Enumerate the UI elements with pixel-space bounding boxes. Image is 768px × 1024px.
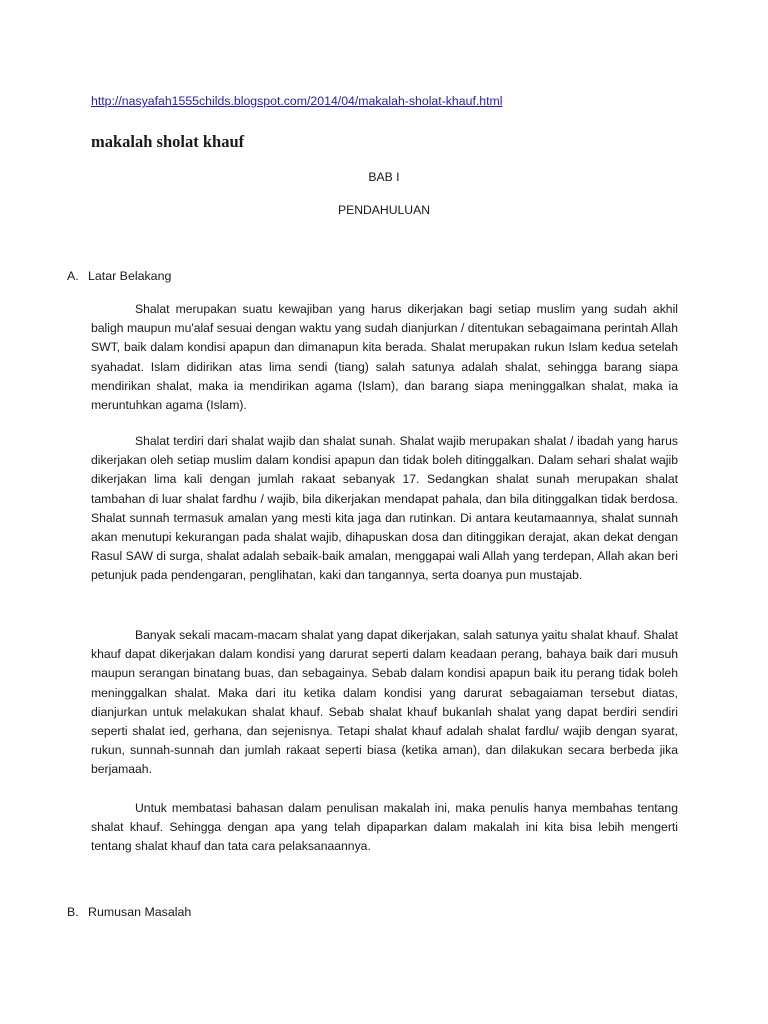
section-letter: A. [67, 269, 79, 283]
section-letter: B. [67, 905, 79, 919]
document-title: makalah sholat khauf [91, 132, 245, 151]
chapter-title: PENDAHULUAN [337, 203, 431, 217]
paragraph: Shalat merupakan suatu kewajiban yang harus dikerjakan bagi setiap muslim yang sudah akhil baligh maupun mu'alaf sesuai dengan waktu yang sudah dianjurkan / ditentukan sebagaimana perintah Allah SWT, baik dalam kondisi apapun dan dimanapun kita berada. Shalat merupakan rukun Islam kedua setelah syahadat. Islam didirikan atas lima sendi (tiang) salah satunya adalah shalat, sehingga barang siapa mendirikan shalat, maka ia mendirikan agama (Islam), dan barang siapa meninggalkan shalat, maka ia meruntuhkan agama (Islam). [91, 302, 678, 413]
source-url-link[interactable]: http://nasyafah1555childs.blogspot.com/2014/04/makalah-sholat-khauf.html [91, 94, 503, 108]
section-heading-latar-belakang [67, 269, 171, 283]
section-heading-rumusan-masalah [67, 905, 191, 919]
paragraph: Shalat terdiri dari shalat wajib dan shalat sunah. Shalat wajib merupakan shalat / ibadah yang harus dikerjakan oleh setiap muslim dalam kondisi apapun dan tidak boleh ditinggalkan. Dalam sehari shalat wajib dikerjakan lima kali dengan jumlah rakaat sebanyak 17. Sedangkan shalat sunah merupakan shalat tambahan di luar shalat fardhu / wajib, bila dikerjakan mendapat pahala, dan bila ditinggalkan tidak berdosa. Shalat sunnah termasuk amalan yang mesti kita jaga dan rutinkan. Di antara keutamaannya, shalat sunnah akan menutupi kekurangan pada shalat wajib, dihapuskan dosa dan ditinggikan derajat, akan dekat dengan Rasul SAW di surga, shalat adalah sebaik-baik amalan, menggapai wali Allah yang terdepan, Allah akan beri petunjuk pada pendengaran, penglihatan, kaki dan tangannya, serta doanya pun mustajab. [91, 434, 678, 583]
chapter-label: BAB I [368, 170, 400, 184]
paragraph: Untuk membatasi bahasan dalam penulisan makalah ini, maka penulis hanya membahas tentang shalat khauf. Sehingga dengan apa yang telah dipaparkan dalam makalah ini kita bisa lebih mengerti tentang shalat khauf dan tata cara pelaksanaannya. [91, 801, 678, 854]
section-heading-text: Latar Belakang [88, 269, 172, 283]
paragraph: Banyak sekali macam-macam shalat yang dapat dikerjakan, salah satunya yaitu shalat khauf. Shalat khauf dapat dikerjakan dalam kondisi yang darurat seperti dalam keadaan perang, bahaya baik dari musuh maupun serangan binatang buas, dan sebagainya. Sebab dalam kondisi apapun baik itu perang tidak boleh meninggalkan shalat. Maka dari itu ketika dalam kondisi yang darurat sebagaiaman tersebut diatas, dianjurkan untuk melakukan shalat khauf. Sebab shalat khauf bukanlah shalat yang dapat berdiri sendiri seperti shalat ied, gerhana, dan sejenisnya. Tetapi shalat khauf adalah shalat fardlu/ wajib dengan syarat, rukun, sunnah-sunnah dan jumlah rakaat seperti biasa (ketika aman), dan dilakukan secara berbeda jika berjamaah. [91, 628, 678, 777]
section-heading-text: Rumusan Masalah [88, 905, 192, 919]
